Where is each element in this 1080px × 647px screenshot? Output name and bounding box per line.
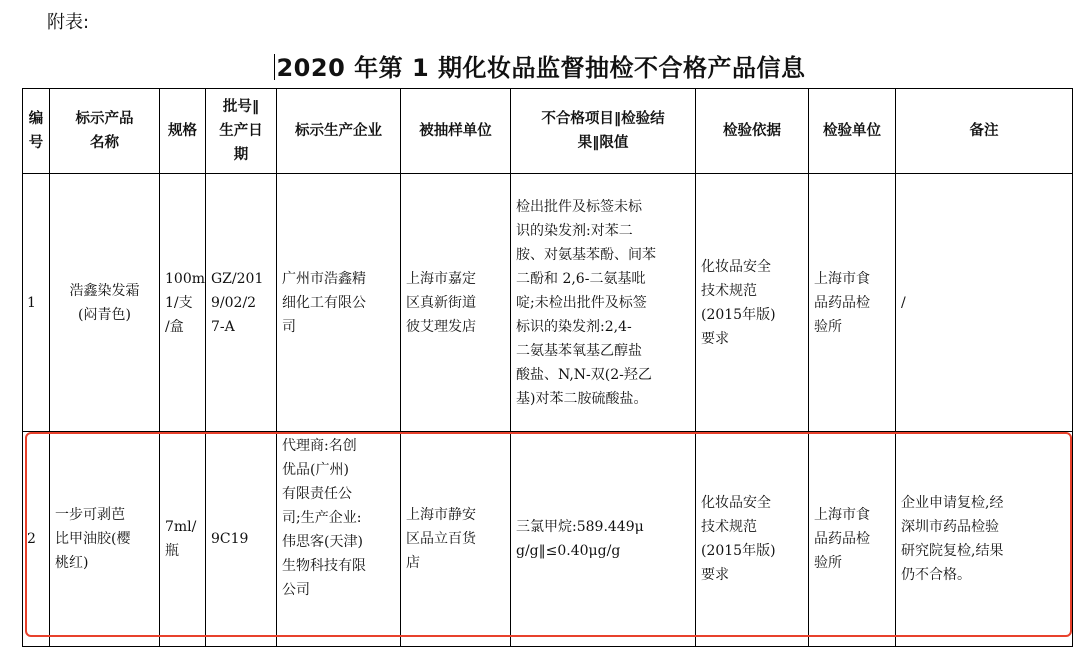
cell-batch: 9C19 [206, 432, 277, 647]
header-sampled-unit: 被抽样单位 [401, 89, 511, 174]
cell-basis: 化妆品安全 技术规范 (2015年版) 要求 [696, 174, 809, 432]
header-no: 编 号 [23, 89, 50, 174]
header-spec: 规格 [160, 89, 206, 174]
cell-spec: 7ml/ 瓶 [160, 432, 206, 647]
appendix-label: 附表: [47, 12, 90, 33]
cell-no: 1 [23, 174, 50, 432]
cell-items: 三氯甲烷:589.449μ g/g‖≤0.40μg/g [511, 432, 696, 647]
header-remarks: 备注 [896, 89, 1073, 174]
header-product: 标示产品 名称 [50, 89, 160, 174]
cell-sampled-unit: 上海市静安 区品立百货 店 [401, 432, 511, 647]
cell-product: 一步可剥芭 比甲油胶(樱 桃红) [50, 432, 160, 647]
title-text: 2020 年第 1 期化妆品监督抽检不合格产品信息 [276, 54, 806, 82]
header-company: 标示生产企业 [277, 89, 401, 174]
cell-spec: 100m 1/支 /盒 [160, 174, 206, 432]
cell-lab: 上海市食 品药品检 验所 [809, 174, 896, 432]
cell-basis: 化妆品安全 技术规范 (2015年版) 要求 [696, 432, 809, 647]
page-title [0, 48, 1080, 83]
table-row [23, 174, 1073, 432]
header-basis: 检验依据 [696, 89, 809, 174]
cell-no: 2 [23, 432, 50, 647]
cell-batch: GZ/201 9/02/2 7-A [206, 174, 277, 432]
header-items: 不合格项目‖检验结 果‖限值 [511, 89, 696, 174]
cell-company: 广州市浩鑫精 细化工有限公 司 [277, 174, 401, 432]
cell-product: 浩鑫染发霜 (闷青色) [50, 174, 160, 432]
cell-lab: 上海市食 品药品检 验所 [809, 432, 896, 647]
cell-remarks: / [896, 174, 1073, 432]
table-row [23, 432, 1073, 647]
cell-sampled-unit: 上海市嘉定 区真新街道 彼艾理发店 [401, 174, 511, 432]
table-header-row [23, 89, 1073, 174]
cell-remarks: 企业申请复检,经 深圳市药品检验 研究院复检,结果 仍不合格。 [896, 432, 1073, 647]
cell-items: 检出批件及标签未标 识的染发剂:对苯二 胺、对氨基苯酚、间苯 二酚和 2,6-二氨基吡 啶;未检出批件及标签 标识的染发剂:2,4- 二氨基苯氧基乙醇盐 酸盐、N,N-双(2-羟乙 基)对苯二胺硫酸盐。 [511, 174, 696, 432]
cell-company: 代理商:名创 优品(广州) 有限责任公 司;生产企业: 伟思客(天津) 生物科技有限 公司 [277, 432, 401, 647]
results-table [22, 88, 1073, 647]
header-batch: 批号‖ 生产日 期 [206, 89, 277, 174]
header-lab: 检验单位 [809, 89, 896, 174]
